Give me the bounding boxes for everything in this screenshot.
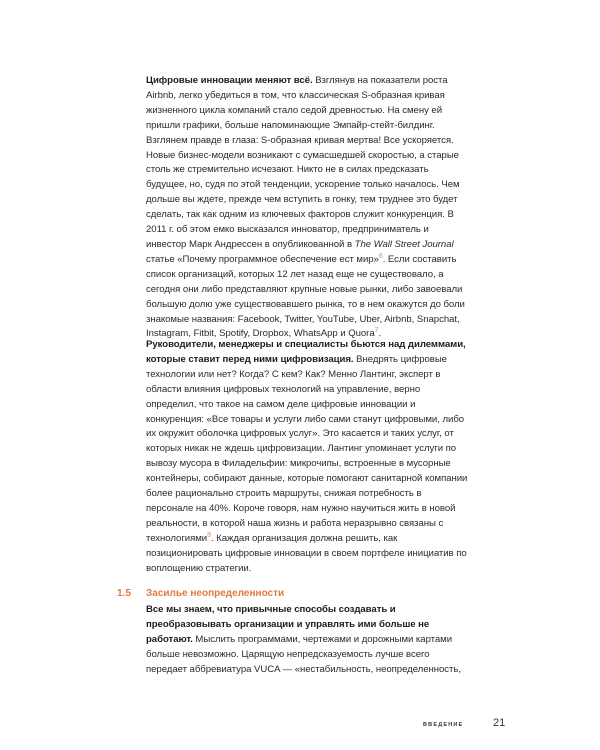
paragraph-digital-innovation	[146, 74, 468, 342]
paragraph-text: Взглянув на показатели роста Airbnb, легко убедиться в том, что классическая S-образная кривая жизненного цикла компаний стало седой древностью. На смену ей пришли графики, больше напоминающие Эмпайр-стейт-билдинг. Взглянем правде в глаза: S-образная кривая мертва! Все ускоряется. Новые бизнес-модели возникают с сумасшедшей скоростью, а старые столь же стремительно исчезают. Никто не в силах предсказать будущее, но, судя по этой тенденции, ускорение только началось. Чем дольше вы ждете, прежде чем вступить в гонку, тем труднее это будет сделать, так как одним из ключевых факторов служит конкуренция. В 2011 г. об этом емко высказался инноватор, предприниматель и инвестор Марк Андрессен в опубликованной в	[146, 75, 460, 250]
paragraph-text: .	[378, 328, 382, 340]
journal-title: The Wall Street Journal	[354, 238, 454, 250]
paragraph-lead: Руководители, менеджеры и специалисты бьются над дилеммами, которые ставит перед ними цифровизация.	[146, 339, 466, 365]
running-footer: ВВЕДЕНИЕ	[423, 722, 464, 728]
paragraph-text: Мыслить программами, чертежами и дорожными картами больше невозможно. Царящую непредсказуемость лучше всего передает аббревиатура VUCA — «нестабильность, неопределенность,	[146, 633, 461, 675]
paragraph-text: . Каждая организация должна решить, как позиционировать цифровые инновации в своем портфеле инициатив по воплощению стратегии.	[146, 532, 467, 574]
paragraph-lead: Все мы знаем, что привычные способы создавать и преобразовывать организации и управлять ими больше не работают.	[146, 604, 430, 645]
paragraph-uncertainty	[146, 603, 468, 678]
paragraph-lead: Цифровые инновации меняют всё.	[146, 75, 313, 86]
page-number: 21	[493, 717, 506, 729]
footnote-ref[interactable]: 7	[374, 327, 379, 335]
paragraph-dilemmas	[146, 338, 468, 577]
paragraph-text: Внедрять цифровые технологии или нет? Когда? С кем? Как? Менно Лантинг, эксперт в области влияния цифровых технологий на управление, верно определил, что такое на самом деле цифровые инновации и конкуренция: «Все товары и услуги либо сами станут цифровыми, либо их окружит оболочка цифровых услуг». Это касается и таких услуг, от которых никак не ждешь цифровизации. Лантинг упоминает услуги по вывозу мусора в Филадельфии: микрочипы, встроенные в мусорные контейнеры, собирают данные, которые помогают санитарной компании более рационально строить маршруты, снижая потребность в персонале на 40%. Короче говоря, нам нужно научиться жить в новой реальности, в которой наша жизнь и работа неразрывно связаны с технологиями	[146, 353, 468, 544]
section-title: Засилье неопределенности	[146, 588, 285, 599]
footnote-ref[interactable]: 6	[378, 252, 383, 260]
paragraph-text: . Если составить список организаций, которых 12 лет назад еще не существовало, а сегодня они либо представляют крупные новые рынки, либо завоевали большую долю уже существовавшего рынка, то в нем окажутся до боли знакомые названия: Facebook, Twitter, YouTube, Uber, Airbnb, Snapchat, Instagram, Fitbit, Spotify, Dropbox, WhatsApp и Quora	[146, 253, 465, 340]
footnote-ref[interactable]: 8	[207, 531, 211, 539]
section-number: 1.5	[117, 588, 131, 599]
paragraph-text: статье «Почему программное обеспечение ест мир»	[146, 253, 379, 265]
